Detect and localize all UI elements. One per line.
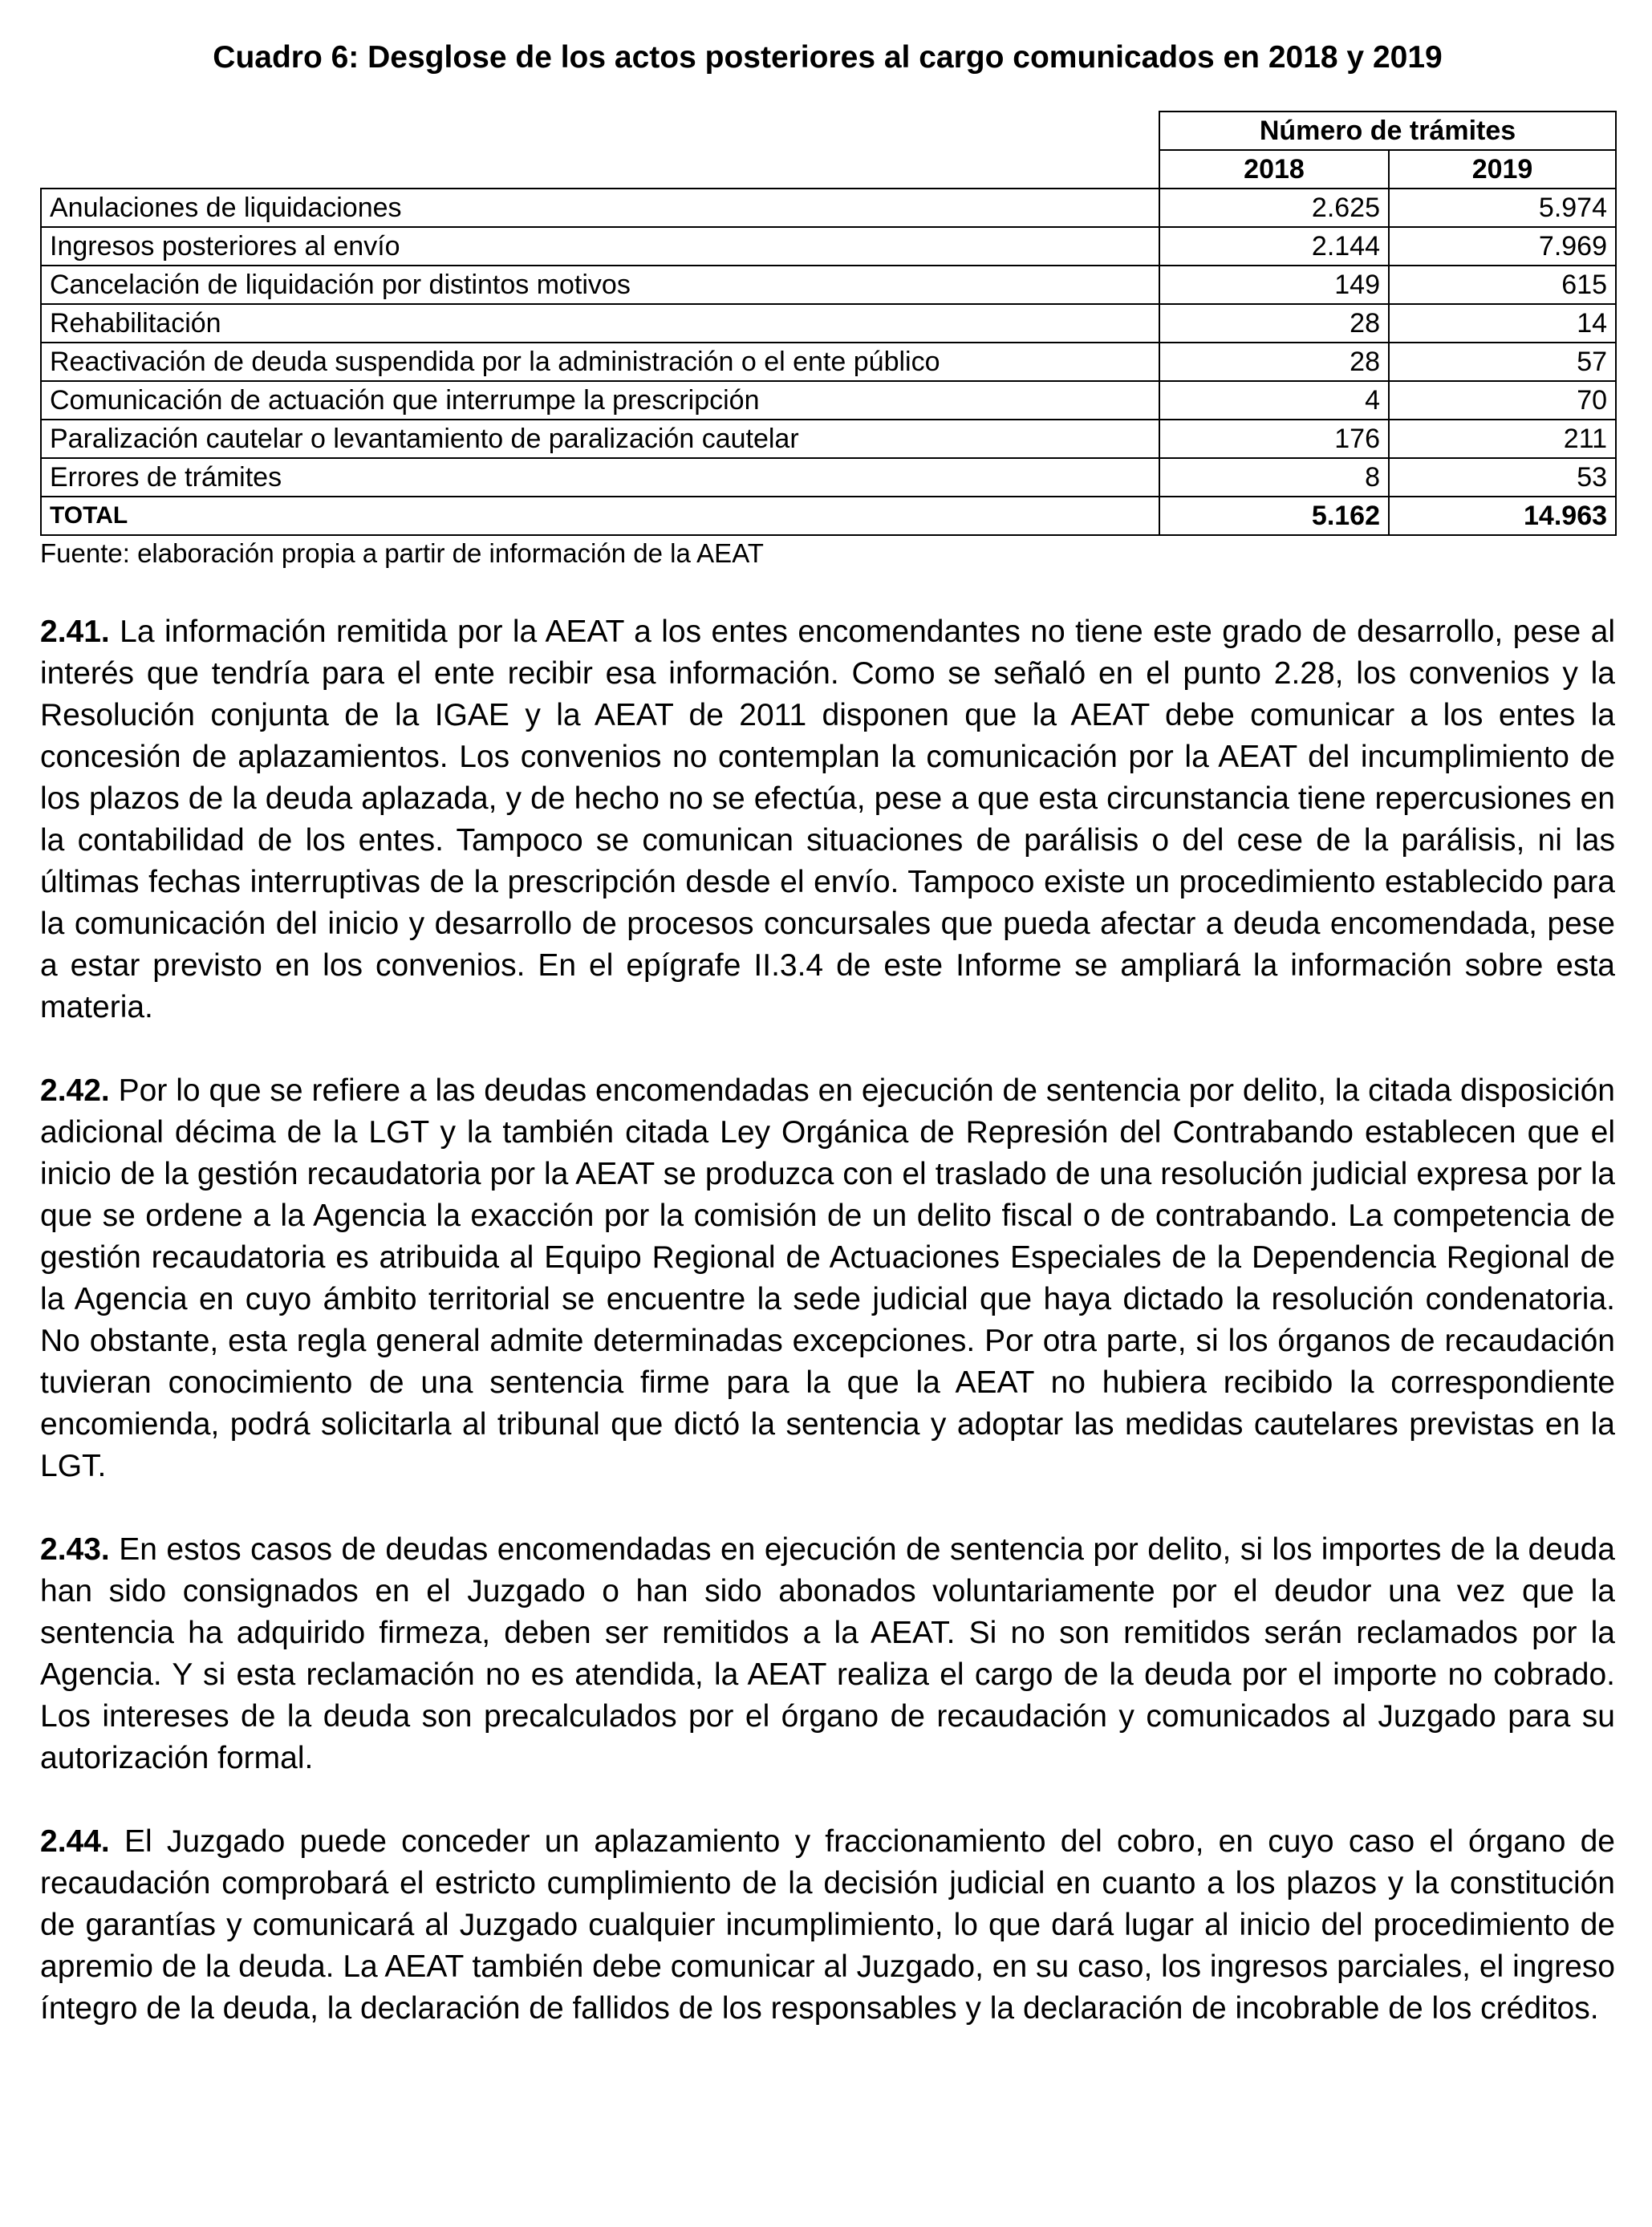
table-row [41, 420, 1616, 458]
row-value-2019: 14 [1389, 304, 1616, 343]
row-value-2018: 2.625 [1159, 189, 1389, 227]
document-page [40, 34, 1615, 2071]
group-header-cell: Número de trámites [1159, 112, 1616, 150]
total-value-2019: 14.963 [1389, 497, 1616, 535]
table-row [41, 304, 1616, 343]
table-row [41, 381, 1616, 420]
table-year-header-row [41, 150, 1616, 189]
paragraph-2-44 [40, 1821, 1615, 2030]
paragraph-text: La información remitida por la AEAT a los entes encomendantes no tiene este grado de desarrollo, pese al interés que tendría para el ente recibir esa información. Como se señaló en el punto 2.28, los convenios y la Resolución conjunta de la IGAE y la AEAT de 2011 disponen que la AEAT debe comunicar a los entes la concesión de aplazamientos. Los convenios no contemplan la comunicación por la AEAT del incumplimiento de los plazos de la deuda aplazada, y de hecho no se efectúa, pese a que esta circunstancia tiene repercusiones en la contabilidad de los entes. Tampoco se comunican situaciones de parálisis o del cese de la parálisis, ni las últimas fechas interruptivas de la prescripción desde el envío. Tampoco existe un procedimiento establecido para la comunicación del inicio y desarrollo de procesos concursales que pueda afectar a deuda encomendada, pese a estar previsto en los convenios. En el epígrafe II.3.4 de este Informe se ampliará la información sobre esta materia. [40, 615, 1615, 1024]
row-concept: Paralización cautelar o levantamiento de paralización cautelar [41, 420, 1159, 458]
paragraph-2-42 [40, 1070, 1615, 1487]
row-concept: Cancelación de liquidación por distintos motivos [41, 266, 1159, 304]
table-row [41, 189, 1616, 227]
header-empty-cell [41, 112, 1159, 150]
row-value-2018: 4 [1159, 381, 1389, 420]
row-concept: Reactivación de deuda suspendida por la administración o el ente público [41, 343, 1159, 381]
table-row [41, 458, 1616, 497]
paragraph-number: 2.43. [40, 1532, 110, 1567]
table-row [41, 266, 1616, 304]
header-empty-cell [41, 150, 1159, 189]
row-concept: Ingresos posteriores al envío [41, 227, 1159, 266]
row-concept: Errores de trámites [41, 458, 1159, 497]
table-row [41, 343, 1616, 381]
paragraph-text: En estos casos de deudas encomendadas en ejecución de sentencia por delito, si los importes de la deuda han sido consignados en el Juzgado o han sido abonados voluntariamente por el deudor una vez que la sentencia ha adquirido firmeza, deben ser remitidos a la AEAT. Si no son remitidos serán reclamados por la Agencia. Y si esta reclamación no es atendida, la AEAT realiza el cargo de la deuda por el importe no cobrado. Los intereses de la deuda son precalculados por el órgano de recaudación y comunicados al Juzgado para su autorización formal. [40, 1532, 1615, 1775]
acts-breakdown-table [40, 111, 1617, 536]
paragraph-text: El Juzgado puede conceder un aplazamiento y fraccionamiento del cobro, en cuyo caso el órgano de recaudación comprobará el estricto cumplimiento de la decisión judicial en cuanto a los plazos y la constitución de garantías y comunicará al Juzgado cualquier incumplimiento, lo que dará lugar al inicio del procedimiento de apremio de la deuda. La AEAT también debe comunicar al Juzgado, en su caso, los ingresos parciales, el ingreso íntegro de la deuda, la declaración de fallidos de los responsables y la declaración de incobrable de los créditos. [40, 1824, 1615, 2026]
row-concept: Comunicación de actuación que interrumpe la prescripción [41, 381, 1159, 420]
table-row [41, 227, 1616, 266]
table-caption: Cuadro 6: Desglose de los actos posteriores al cargo comunicados en 2018 y 2019 [213, 40, 1443, 75]
paragraph-text: Por lo que se refiere a las deudas encomendadas en ejecución de sentencia por delito, la citada disposición adicional décima de la LGT y la también citada Ley Orgánica de Represión del Contrabando establecen que el inicio de la gestión recaudatoria por la AEAT se produzca con el traslado de una resolución judicial expresa por la que se ordene a la Agencia la exacción por la comisión de un delito fiscal o de contrabando. La competencia de gestión recaudatoria es atribuida al Equipo Regional de Actuaciones Especiales de la Dependencia Regional de la Agencia en cuyo ámbito territorial se encuentre la sede judicial que haya dictado la resolución condenatoria. No obstante, esta regla general admite determinadas excepciones. Por otra parte, si los órganos de recaudación tuvieran conocimiento de una sentencia firme para la que la AEAT no hubiera recibido la correspondiente encomienda, podrá solicitarla al tribunal que dictó la sentencia y adoptar las medidas cautelares previstas en la LGT. [40, 1073, 1615, 1483]
row-value-2019: 7.969 [1389, 227, 1616, 266]
table-group-header-row [41, 112, 1616, 150]
row-value-2018: 28 [1159, 304, 1389, 343]
paragraph-2-41 [40, 611, 1615, 1028]
row-value-2018: 28 [1159, 343, 1389, 381]
row-value-2019: 5.974 [1389, 189, 1616, 227]
paragraph-number: 2.42. [40, 1073, 110, 1108]
row-value-2019: 211 [1389, 420, 1616, 458]
paragraph-number: 2.41. [40, 615, 110, 649]
row-value-2018: 8 [1159, 458, 1389, 497]
row-value-2019: 57 [1389, 343, 1616, 381]
row-value-2018: 176 [1159, 420, 1389, 458]
row-value-2019: 615 [1389, 266, 1616, 304]
total-value-2018: 5.162 [1159, 497, 1389, 535]
table-source-note: Fuente: elaboración propia a partir de información de la AEAT [40, 538, 764, 568]
paragraph-2-43 [40, 1529, 1615, 1779]
row-concept: Rehabilitación [41, 304, 1159, 343]
row-value-2018: 149 [1159, 266, 1389, 304]
year-header-2018: 2018 [1159, 150, 1389, 189]
total-label: TOTAL [41, 497, 1159, 535]
row-value-2019: 70 [1389, 381, 1616, 420]
paragraph-number: 2.44. [40, 1824, 110, 1859]
row-value-2019: 53 [1389, 458, 1616, 497]
year-header-2019: 2019 [1389, 150, 1616, 189]
row-value-2018: 2.144 [1159, 227, 1389, 266]
row-concept: Anulaciones de liquidaciones [41, 189, 1159, 227]
table-total-row [41, 497, 1616, 535]
